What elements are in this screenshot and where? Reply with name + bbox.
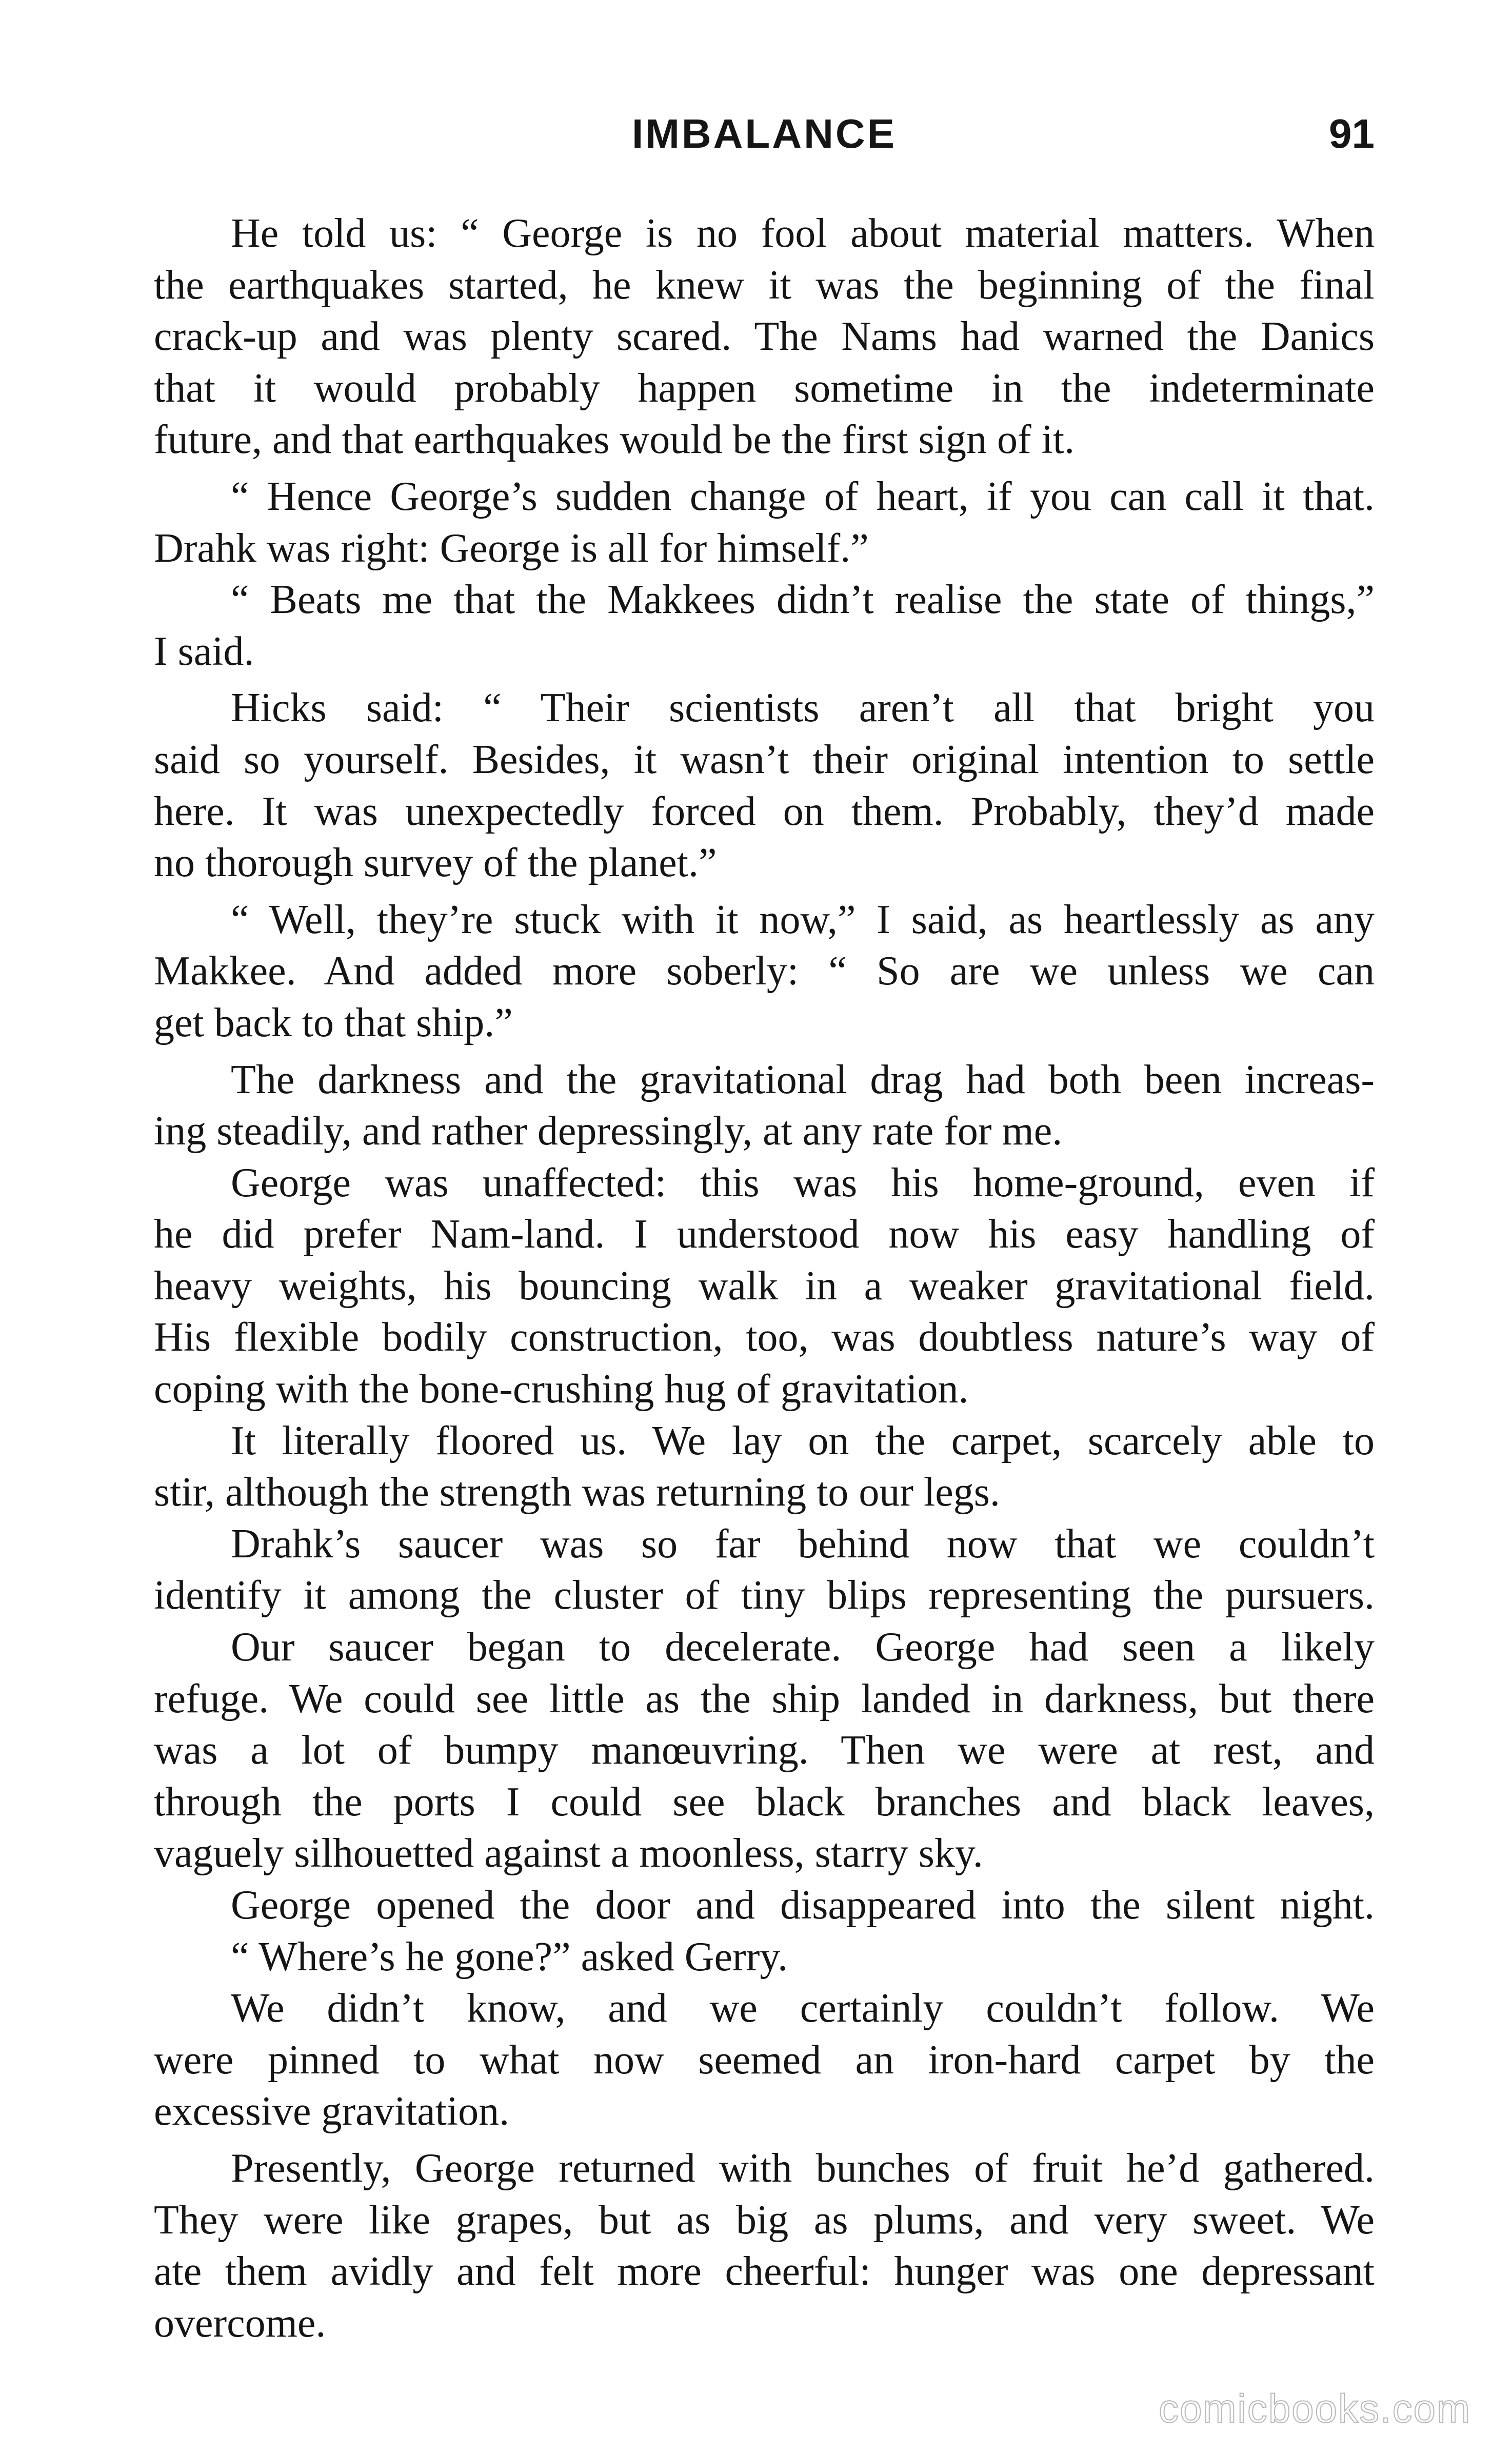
text-line: identify it among the cluster of tiny blips representing the pursuers. xyxy=(154,1573,1375,1618)
text-line: The darkness and the gravitational drag had both been increas- xyxy=(231,1057,1375,1102)
text-line: ate them avidly and felt more cheerful: hunger was one depressant xyxy=(154,2249,1375,2294)
text-line: future, and that earthquakes would be the first sign of it. xyxy=(154,417,1075,463)
text-line: “ Well, they’re stuck with it now,” I said, as heartlessly as any xyxy=(231,897,1375,942)
text-line: It literally floored us. We lay on the carpet, scarcely able to xyxy=(231,1418,1375,1463)
watermark: comicbooks.com xyxy=(1159,2386,1471,2431)
text-line: no thorough survey of the planet.” xyxy=(154,840,717,886)
text-line: “ Where’s he gone?” asked Gerry. xyxy=(231,1934,788,1980)
text-line: get back to that ship.” xyxy=(154,1000,513,1045)
text-line: the earthquakes started, he knew it was the beginning of the final xyxy=(154,262,1375,308)
text-line: I said. xyxy=(154,628,254,674)
text-line: Drahk’s saucer was so far behind now that we couldn’t xyxy=(231,1521,1375,1567)
text-line: vaguely silhouetted against a moonless, starry sky. xyxy=(154,1831,983,1876)
text-line: “ Hence George’s sudden change of heart, if you can call it that. xyxy=(231,473,1375,519)
text-line: overcome. xyxy=(154,2300,326,2346)
text-line: Hicks said: “ Their scientists aren’t all that bright you xyxy=(231,685,1375,731)
body-text xyxy=(154,208,1375,2349)
text-line: His flexible bodily construction, too, was doubtless nature’s way of xyxy=(154,1315,1375,1360)
page-number: 91 xyxy=(1329,111,1375,156)
page-header xyxy=(154,110,1375,172)
text-line: that it would probably happen sometime in the indeterminate xyxy=(154,365,1375,411)
text-line: were pinned to what now seemed an iron-hard carpet by the xyxy=(154,2037,1375,2083)
text-line: Makkee. And added more soberly: “ So are we unless we can xyxy=(154,948,1375,994)
text-line: Presently, George returned with bunches of fruit he’d gathered. xyxy=(231,2145,1375,2191)
text-line: He told us: “ George is no fool about material matters. When xyxy=(231,211,1375,256)
text-line: George was unaffected: this was his home-ground, even if xyxy=(231,1160,1375,1205)
text-line: “ Beats me that the Makkees didn’t realise the state of things,” xyxy=(231,577,1375,623)
text-line: refuge. We could see little as the ship landed in darkness, but there xyxy=(154,1676,1375,1722)
text-line: heavy weights, his bouncing walk in a weaker gravitational field. xyxy=(154,1263,1375,1309)
text-line: coping with the bone-crushing hug of gravitation. xyxy=(154,1367,969,1412)
text-line: stir, although the strength was returning to our legs. xyxy=(154,1470,1000,1515)
text-line: here. It was unexpectedly forced on them. Probably, they’d made xyxy=(154,788,1375,834)
text-line: said so yourself. Besides, it wasn’t their original intention to settle xyxy=(154,737,1375,782)
text-line: George opened the door and disappeared into the silent night. xyxy=(231,1883,1375,1928)
text-line: We didn’t know, and we certainly couldn’t follow. We xyxy=(231,1986,1375,2031)
text-line: through the ports I could see black branches and black leaves, xyxy=(154,1779,1375,1825)
text-line: excessive gravitation. xyxy=(154,2089,510,2134)
running-head: IMBALANCE xyxy=(632,111,897,156)
text-line: crack-up and was plenty scared. The Nams had warned the Danics xyxy=(154,314,1375,360)
text-line: Our saucer began to decelerate. George had seen a likely xyxy=(231,1625,1375,1670)
text-line: They were like grapes, but as big as plums, and very sweet. We xyxy=(154,2197,1375,2243)
text-line: ing steadily, and rather depressingly, at any rate for me. xyxy=(154,1109,1063,1154)
text-line: he did prefer Nam-land. I understood now his easy handling of xyxy=(154,1212,1375,1257)
text-line: Drahk was right: George is all for himself.” xyxy=(154,525,869,571)
text-line: was a lot of bumpy manœuvring. Then we were at rest, and xyxy=(154,1728,1375,1773)
